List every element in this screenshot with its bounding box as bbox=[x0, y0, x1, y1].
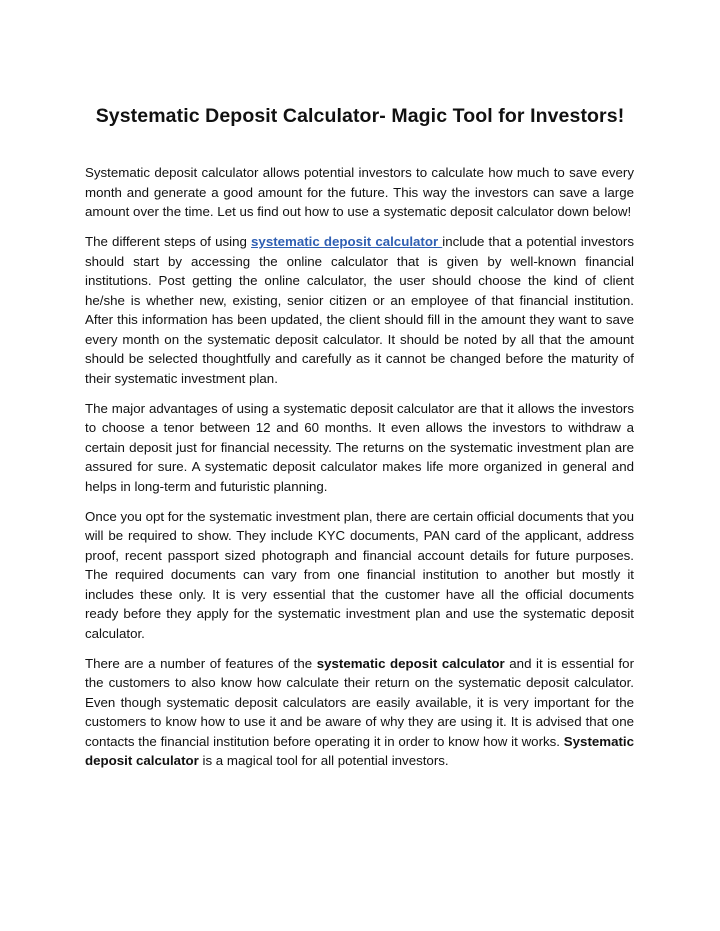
paragraph-features bbox=[85, 654, 634, 771]
paragraph-features-text-end: is a magical tool for all potential investors. bbox=[198, 753, 449, 768]
article-body bbox=[85, 163, 634, 781]
paragraph-advantages: The major advantages of using a systematic deposit calculator are that it allows the investors to choose a tenor between 12 and 60 months. It even allows the investors to withdraw a certain deposit just for financial necessity. The returns on the systematic investment plan are assured for sure. A systematic deposit calculator makes life more organized in general and helps in long-term and futuristic planning. bbox=[85, 400, 634, 494]
bold-term-calculator-2: Systematic deposit calculator bbox=[85, 733, 634, 768]
systematic-deposit-calculator-link[interactable]: systematic deposit calculator bbox=[251, 234, 443, 249]
bold-term-calculator: systematic deposit calculator bbox=[316, 655, 505, 671]
paragraph-intro: Systematic deposit calculator allows potential investors to calculate how much to save every month and generate a good amount for the future. This way the investors can save a large amount over the time. Let us find out how to use a systematic deposit calculator down below! bbox=[85, 165, 634, 219]
paragraph-features-text-middle: and it is essential for the customers to also know how calculate their return on the systematic deposit calculator. Even though systematic deposit calculators are easily available, it is very important for the customers to know how to use it and be aware of why they are using it. It is advised that one contacts the financial institution before operating it in order to know how it works. bbox=[85, 655, 634, 749]
paragraph-documents: Once you opt for the systematic investment plan, there are certain official documents that you will be required to show. They include KYC documents, PAN card of the applicant, address proof, recent passport sized photograph and financial account details for future purposes. The required documents can vary from one financial institution to another but mostly it includes these only. It is very essential that the customer have all the official documents ready before they apply for the systematic investment plan and use the systematic deposit calculator. bbox=[85, 508, 634, 641]
paragraph-steps-text-start: The different steps of using bbox=[85, 234, 252, 249]
page-title: Systematic Deposit Calculator- Magic Tool for Investors! bbox=[95, 105, 625, 127]
paragraph-steps bbox=[85, 232, 634, 388]
paragraph-features-text-start: There are a number of features of the bbox=[85, 655, 317, 671]
paragraph-steps-text-end: include that a potential investors should start by accessing the online calculator that is given by well-known financial institutions. Post getting the online calculator, the user should choose the kind of client he/she is whether new, existing, senior citizen or an employee of that financial institution. After this information has been updated, the client should fill in the amount they want to save every month on the systematic deposit calculator. It should be noted by all that the amount should be selected thoughtfully and carefully as it cannot be changed before the maturity of their systematic investment plan. bbox=[85, 234, 634, 386]
